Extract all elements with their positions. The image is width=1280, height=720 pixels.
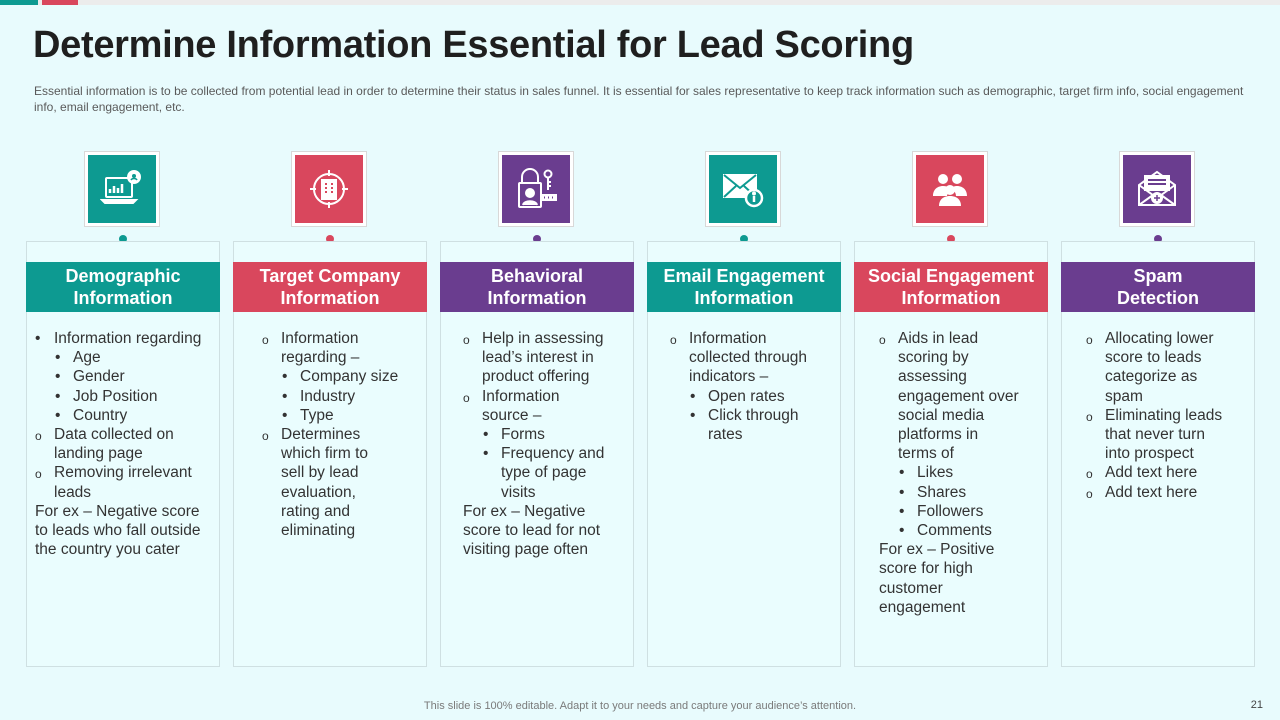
card-list-item bbox=[1070, 406, 1248, 425]
card-list-text: rating and bbox=[281, 502, 350, 520]
card-list-text: Country bbox=[73, 406, 128, 424]
card-list-text: terms of bbox=[898, 445, 954, 463]
card-list-item bbox=[863, 521, 1041, 540]
card-list-item bbox=[242, 387, 420, 406]
card-list-text: Data collected on bbox=[54, 426, 174, 444]
card-header-line: Spam bbox=[1133, 266, 1183, 286]
laptop-user-icon bbox=[88, 155, 156, 223]
card-header bbox=[233, 262, 427, 312]
card-list-item bbox=[863, 483, 1041, 502]
card-list-text: score to lead for not bbox=[463, 522, 600, 540]
card-list-text: Information bbox=[281, 330, 359, 347]
card-list-item bbox=[863, 387, 1041, 406]
card-list-text: For ex – Positive bbox=[879, 541, 995, 559]
card-list-text: type of page bbox=[501, 464, 587, 482]
card-list-text: leads bbox=[54, 483, 92, 501]
card-list-item bbox=[242, 425, 420, 444]
card-icon-frame bbox=[705, 151, 781, 227]
card-list-text: Information bbox=[689, 330, 767, 347]
building-target-icon bbox=[295, 155, 363, 223]
circle-bullet-icon: o bbox=[463, 333, 470, 347]
card-icon-frame bbox=[84, 151, 160, 227]
card-header-line: Target Company bbox=[259, 266, 401, 286]
card-list-item bbox=[863, 406, 1041, 425]
card-list-item bbox=[1070, 367, 1248, 386]
email-info-icon bbox=[709, 155, 777, 223]
card-list-item bbox=[242, 463, 420, 482]
card-list-item bbox=[449, 463, 627, 482]
spam-mail-icon bbox=[1123, 155, 1191, 223]
card-list-item bbox=[35, 425, 213, 444]
card-header-title bbox=[868, 265, 1034, 309]
card-list-text: Type bbox=[300, 406, 334, 424]
bullet-icon: • bbox=[282, 387, 288, 405]
card-list-text: indicators – bbox=[689, 368, 769, 386]
card-icon-frame bbox=[1119, 151, 1195, 227]
card-list-text: scoring by bbox=[898, 349, 969, 367]
card-list-item bbox=[35, 502, 213, 521]
card-list-item bbox=[863, 502, 1041, 521]
card-list-text: source – bbox=[482, 406, 542, 424]
card-list-text: Information bbox=[482, 387, 560, 405]
card-list-item bbox=[242, 406, 420, 425]
card-header-line: Information bbox=[280, 288, 380, 308]
bullet-icon: • bbox=[55, 387, 61, 405]
card-list-text: Followers bbox=[917, 502, 984, 520]
card-list-item bbox=[449, 540, 627, 559]
card-list-text: social media bbox=[898, 406, 985, 424]
card-list-text: into prospect bbox=[1105, 445, 1194, 463]
card-header bbox=[1061, 262, 1255, 312]
card-list-item bbox=[863, 559, 1041, 578]
card-list-text: customer bbox=[879, 579, 943, 597]
card-list-item bbox=[863, 579, 1041, 598]
card-list-text: Company size bbox=[300, 368, 399, 386]
card-body bbox=[449, 329, 627, 559]
card-list-item bbox=[35, 521, 213, 540]
card-list-text: categorize as bbox=[1105, 368, 1198, 386]
card-header-line: Email Engagement bbox=[663, 266, 825, 286]
slide-subtitle: Essential information is to be collected from potential lead in order to determine their status in sales funnel. It is essential for sales representative to keep track information such as demographic, target firm info, social engagement info, email engagement, etc. bbox=[34, 84, 1244, 114]
card-list-item bbox=[35, 329, 213, 348]
card-list-item bbox=[242, 329, 420, 348]
card-list-text: visits bbox=[501, 483, 536, 501]
card-list-text: Job Position bbox=[73, 387, 158, 405]
card-list-text: Click through bbox=[708, 406, 799, 424]
card-list-text: Gender bbox=[73, 368, 125, 386]
card-list-text: For ex – Negative score bbox=[35, 502, 200, 520]
bullet-icon: • bbox=[55, 349, 61, 367]
card-body bbox=[1070, 329, 1248, 502]
card-list-item bbox=[449, 483, 627, 502]
card-header-line: Information bbox=[73, 288, 173, 308]
card-list-item bbox=[242, 444, 420, 463]
card-list-item bbox=[863, 444, 1041, 463]
card-icon-frame bbox=[291, 151, 367, 227]
card-list-text: Likes bbox=[917, 464, 954, 482]
card-list-text: Aids in lead bbox=[898, 330, 979, 347]
card-list-text: engagement bbox=[879, 598, 966, 616]
card-list-text: Open rates bbox=[708, 387, 785, 405]
card-list-text: to leads who fall outside bbox=[35, 522, 201, 540]
card-header-title bbox=[663, 265, 824, 309]
card-list-text: engagement over bbox=[898, 387, 1019, 405]
card-list-item bbox=[1070, 463, 1248, 482]
card-body bbox=[35, 329, 213, 559]
info-card bbox=[1061, 241, 1255, 667]
footer-note: This slide is 100% editable. Adapt it to your needs and capture your audience’s attention. bbox=[423, 700, 857, 712]
card-list-text: which firm to bbox=[281, 445, 368, 463]
card-list-item bbox=[35, 348, 213, 367]
card-body bbox=[656, 329, 834, 444]
bullet-icon: • bbox=[282, 368, 288, 386]
card-list-text: Determines bbox=[281, 426, 361, 444]
card-list-text: spam bbox=[1105, 387, 1143, 405]
card-list-text: Industry bbox=[300, 387, 356, 405]
card-list-item bbox=[1070, 483, 1248, 502]
card-icon-frame bbox=[912, 151, 988, 227]
card-list-item bbox=[863, 329, 1041, 348]
card-list-text: sell by lead bbox=[281, 464, 359, 482]
card-body bbox=[242, 329, 420, 540]
circle-bullet-icon: o bbox=[35, 467, 42, 482]
card-list-item bbox=[656, 348, 834, 367]
card-header bbox=[440, 262, 634, 312]
bullet-icon: • bbox=[483, 445, 489, 463]
card-header-line: Social Engagement bbox=[867, 266, 1035, 286]
card-list-item bbox=[449, 444, 627, 463]
card-list-text: Shares bbox=[917, 483, 967, 501]
bullet-icon: • bbox=[483, 426, 489, 444]
card-list-item bbox=[656, 425, 834, 444]
slide-title: Determine Information Essential for Lead Scoring bbox=[33, 24, 914, 66]
card-list-item bbox=[449, 406, 627, 425]
bullet-icon: • bbox=[690, 406, 696, 424]
card-list-item bbox=[242, 521, 420, 540]
card-list-text: that never turn bbox=[1105, 426, 1205, 444]
card-list-item bbox=[449, 367, 627, 386]
card-header-line: Behavioral bbox=[490, 266, 584, 286]
card-list-text: platforms in bbox=[898, 426, 979, 444]
card-list-text: Eliminating leads bbox=[1105, 406, 1223, 424]
bullet-icon: • bbox=[55, 368, 61, 386]
accent-red-segment bbox=[42, 0, 78, 5]
card-header bbox=[854, 262, 1048, 312]
card-list-item bbox=[1070, 348, 1248, 367]
card-header-line: Detection bbox=[1116, 288, 1199, 308]
card-body bbox=[863, 329, 1041, 617]
circle-bullet-icon: o bbox=[1086, 409, 1093, 424]
card-icon-frame bbox=[498, 151, 574, 227]
card-list-item bbox=[656, 387, 834, 406]
users-group-icon bbox=[916, 155, 984, 223]
bullet-icon: • bbox=[899, 522, 905, 540]
card-list-item bbox=[863, 540, 1041, 559]
card-list-text: Help in assessing bbox=[482, 330, 604, 347]
card-header-line: Information bbox=[694, 288, 794, 308]
bullet-icon: • bbox=[35, 330, 41, 347]
card-list-item bbox=[449, 425, 627, 444]
card-list-item bbox=[242, 348, 420, 367]
card-list-text: score for high bbox=[879, 560, 973, 578]
bullet-icon: • bbox=[899, 502, 905, 520]
card-list-text: score to leads bbox=[1105, 349, 1202, 367]
card-list-item bbox=[35, 406, 213, 425]
card-list-text: Allocating lower bbox=[1105, 330, 1214, 347]
card-list-text: Removing irrelevant bbox=[54, 464, 192, 482]
card-header-title bbox=[260, 265, 401, 309]
card-list-item bbox=[656, 367, 834, 386]
card-list-text: Frequency and bbox=[501, 445, 605, 463]
card-list-item bbox=[35, 463, 213, 482]
card-list-text: collected through bbox=[689, 349, 808, 367]
card-list-item bbox=[1070, 387, 1248, 406]
card-list-text: assessing bbox=[898, 368, 967, 386]
card-header-title bbox=[1117, 265, 1199, 309]
circle-bullet-icon: o bbox=[262, 429, 269, 444]
card-list-item bbox=[35, 483, 213, 502]
card-list-text: evaluation, bbox=[281, 483, 356, 501]
card-list-text: Forms bbox=[501, 426, 545, 444]
top-accent-bar bbox=[0, 0, 1280, 5]
circle-bullet-icon: o bbox=[463, 390, 470, 405]
bullet-icon: • bbox=[899, 483, 905, 501]
circle-bullet-icon: o bbox=[670, 333, 677, 347]
card-header-line: Demographic bbox=[65, 266, 181, 286]
card-list-item bbox=[449, 348, 627, 367]
accent-teal-segment bbox=[0, 0, 38, 5]
card-list-text: visiting page often bbox=[463, 541, 588, 559]
card-list-item bbox=[1070, 444, 1248, 463]
card-list-item bbox=[35, 444, 213, 463]
card-list-item bbox=[35, 540, 213, 559]
card-list-item bbox=[863, 598, 1041, 617]
card-header-line: Information bbox=[901, 288, 1001, 308]
circle-bullet-icon: o bbox=[1086, 486, 1093, 501]
info-card bbox=[233, 241, 427, 667]
card-list-text: rates bbox=[708, 426, 743, 444]
card-list-item bbox=[863, 425, 1041, 444]
card-list-item bbox=[35, 387, 213, 406]
card-list-item bbox=[863, 348, 1041, 367]
bullet-icon: • bbox=[899, 464, 905, 482]
circle-bullet-icon: o bbox=[1086, 333, 1093, 347]
card-list-item bbox=[656, 329, 834, 348]
card-list-item bbox=[863, 463, 1041, 482]
card-list-text: For ex – Negative bbox=[463, 502, 586, 520]
bullet-icon: • bbox=[282, 406, 288, 424]
card-header bbox=[26, 262, 220, 312]
card-list-item bbox=[449, 387, 627, 406]
card-list-text: lead’s interest in bbox=[482, 349, 594, 367]
card-list-text: regarding – bbox=[281, 349, 360, 367]
card-list-item bbox=[449, 329, 627, 348]
card-list-text: landing page bbox=[54, 445, 143, 463]
card-list-text: product offering bbox=[482, 368, 590, 386]
card-list-item bbox=[242, 483, 420, 502]
card-list-text: the country you cater bbox=[35, 541, 180, 559]
card-list-item bbox=[449, 502, 627, 521]
card-header bbox=[647, 262, 841, 312]
card-list-text: eliminating bbox=[281, 522, 356, 540]
card-header-line: Information bbox=[487, 288, 587, 308]
bullet-icon: • bbox=[55, 406, 61, 424]
security-lock-icon bbox=[502, 155, 570, 223]
card-list-item bbox=[656, 406, 834, 425]
circle-bullet-icon: o bbox=[35, 429, 42, 444]
circle-bullet-icon: o bbox=[1086, 467, 1093, 482]
info-card bbox=[26, 241, 220, 667]
card-list-text: Add text here bbox=[1105, 464, 1198, 482]
info-card bbox=[854, 241, 1048, 667]
card-list-item bbox=[1070, 329, 1248, 348]
bullet-icon: • bbox=[690, 387, 696, 405]
card-list-item bbox=[242, 367, 420, 386]
card-list-item bbox=[1070, 425, 1248, 444]
card-list-text: Comments bbox=[917, 522, 992, 540]
page-number: 21 bbox=[1250, 699, 1263, 711]
card-list-item bbox=[449, 521, 627, 540]
card-list-text: Add text here bbox=[1105, 483, 1198, 501]
card-list-item bbox=[863, 367, 1041, 386]
card-header-title bbox=[488, 265, 587, 309]
info-card bbox=[440, 241, 634, 667]
card-list-item bbox=[242, 502, 420, 521]
card-list-text: Information regarding bbox=[54, 330, 202, 347]
card-list-text: Age bbox=[73, 349, 101, 367]
info-card bbox=[647, 241, 841, 667]
card-list-item bbox=[35, 367, 213, 386]
card-header-title bbox=[65, 265, 180, 309]
circle-bullet-icon: o bbox=[879, 333, 886, 347]
circle-bullet-icon: o bbox=[262, 333, 269, 347]
